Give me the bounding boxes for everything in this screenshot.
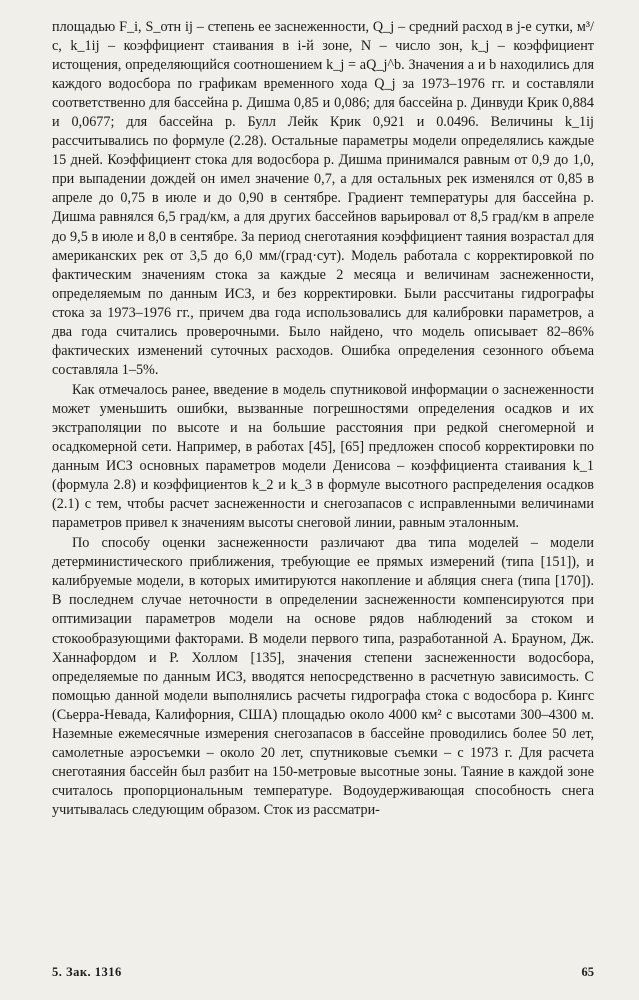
book-page bbox=[52, 18, 594, 983]
paragraph-2: Как отмечалось ранее, введение в модель спутниковой информации о заснеженности может уменьшить ошибки, вызванные погрешностями определения осадков и их экстраполяции по высоте и на большие расстояния при редкой снегомерной и осадкомерной сети. Например, в работах [45], [65] предложен способ корректировки по данным ИСЗ основных параметров модели Денисова – коэффициента стаивания k_1 (формула 2.8) и коэффициентов k_2 и k_3 в формуле высотного распределения осадков (2.1) с тем, чтобы расчет заснеженности и снегозапасов с исправленными величинами параметров привел к значениям высоты снеговой линии, равным эталонным. bbox=[52, 381, 594, 532]
page-footer bbox=[52, 965, 594, 983]
page-number: 65 bbox=[581, 965, 594, 979]
print-order-mark: 5. Зак. 1316 bbox=[52, 965, 122, 979]
paragraph-3: По способу оценки заснеженности различают два типа моделей – модели детерминистического приближения, требующие ее прямых измерений (типа [151]), и калибруемые модели, в которых имитируются накопление и абляция снега (типа [170]). В последнем случае неточности в определении заснеженности компенсируются при оптимизации параметров модели на основе рядов наблюдений за стоком и стокообразующими факторами. В модели первого типа, разработанной А. Брауном, Дж. Ханнафордом и Р. Холлом [135], значения степени заснеженности водосбора, определяемые по данным ИСЗ, вводятся непосредственно в расчетную зависимость. С помощью данной модели выполнялись расчеты гидрографа стока с водосбора р. Кингс (Сьерра-Невада, Калифорния, США) площадью около 4000 км² с высотами 300–4300 м. Наземные ежемесячные измерения снегозапасов в бассейне проводились более 50 лет, самолетные аэросъемки – около 20 лет, спутниковые съемки – с 1973 г. Для расчета снеготаяния бассейн был разбит на 150-метровые высотные зоны. Таяние в каждой зоне считалось пропорциональным температуре. Водоудерживающая способность снега учитывалась следующим образом. Сток из рассматри- bbox=[52, 535, 594, 818]
paragraph-1: площадью F_i, S_отн ij – степень ее заснеженности, Q_j – средний расход в j-е сутки, м³/с, k_1ij – коэффициент стаивания в i-й зоне, N – число зон, k_j – коэффициент истощения, определяющийся соотношением k_j = aQ_j^b. Значения a и b находились для каждого водосбора по графикам временного хода Q_j за 1973–1976 гг. и составляли соответственно для бассейна р. Дишма 0,85 и 0,086; для бассейна р. Динвуди Крик 0,884 и 0,0677; для бассейна р. Булл Лейк Крик 0,921 и 0.0496. Величины k_1ij рассчитывались по формуле (2.28). Остальные параметры модели определялись каждые 15 дней. Коэффициент стока для водосбора р. Дишма принимался равным от 0,9 до 1,0, при выпадении дождей он имел значение 0,7, а для остальных рек изменялся от 0,85 в апреле до 0,75 в июле и до 0,90 в сентябре. Градиент температуры для бассейна р. Дишма равнялся 6,5 град/км, а для других бассейнов варьировал от 8,5 град/км в апреле до 9,5 в июле и 8,0 в сентябре. За период снеготаяния коэффициент таяния возрастал для американских рек от 3,5 до 6,0 мм/(град·сут). Модель работала с корректировкой по фактическим значениям стока за каждые 2 месяца и величинам заснеженности, определяемым по данным ИСЗ, и без корректировки. Были рассчитаны гидрографы стока за 1973–1976 гг., причем два года использовались для калибровки параметров, а два года считались проверочными. Было найдено, что модель описывает 82–86% фактических изменений суточных расходов. Ошибка определения сезонного объема составляла 1–5%. bbox=[52, 19, 594, 378]
